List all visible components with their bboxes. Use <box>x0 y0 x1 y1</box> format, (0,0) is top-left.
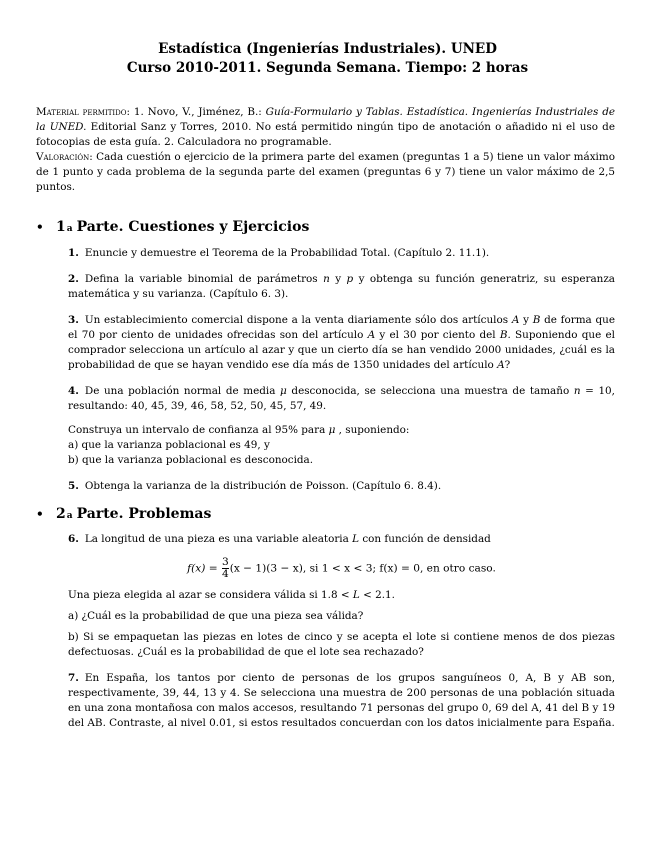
question-3 <box>68 313 615 373</box>
question-6-b: b) Si se empaquetan las piezas en lotes de cinco y se acepta el lote si contiene menos de dos piezas defectuosas. ¿Cuál es la probabilidad de que el lote sea rechazado? <box>68 631 615 658</box>
question-text: de forma que el 70 por ciento de unidades ofrecidas son del artículo <box>68 314 615 341</box>
question-text: Construya un intervalo de confianza al 95% para <box>68 424 329 436</box>
formula-lhs: f(x) = <box>187 562 218 575</box>
exam-instructions <box>36 105 615 195</box>
question-text: Defina la variable binomial de parámetros <box>84 273 324 285</box>
math-var: μ <box>328 424 336 436</box>
question-6-validity <box>68 588 615 603</box>
valoracion-label: Valoración: <box>36 151 93 163</box>
question-number: 2. <box>68 273 79 285</box>
question-4-a: a) que la varianza poblacional es 49, y <box>68 439 270 451</box>
question-text: En España, los tantos por ciento de personas de los grupos sanguíneos 0, A, B y AB son, respectivamente, 39, 44, 13 y 4. Se selecciona una muestra de 200 personas de una población situada en una zona montañosa con malos accesos, resultando 71 personas del grupo 0, 69 del A, 41 del B y 19 del AB. Contraste, al nivel 0.01, si estos resultados concuerdan con los datos inicialmente para España. <box>68 672 615 729</box>
question-text: Obtenga la varianza de la distribución de Poisson. (Capítulo 6. 8.4). <box>84 480 442 492</box>
math-var: n <box>323 273 330 285</box>
bullet-icon: • <box>36 220 44 234</box>
math-var: n <box>573 385 581 397</box>
question-5 <box>68 479 615 494</box>
question-text: y <box>519 314 533 326</box>
question-text: = 10, resultando: 40, 45, 39, 46, 58, 52, 50, 45, 57, 49. <box>68 385 615 412</box>
math-var: A <box>511 314 520 326</box>
question-text: y obtenga su función generatriz, su esperanza matemática y su varianza. (Capítulo 6. 3). <box>68 273 615 300</box>
question-2 <box>68 272 615 302</box>
question-text: con función de densidad <box>359 533 491 545</box>
formula-rhs: (x − 1)(3 − x), si 1 < x < 3; f(x) = 0, en otro caso. <box>229 562 496 575</box>
material-book: Guía-Formulario y Tablas. Estadística. Ingenierías Industriales de la UNED. <box>36 106 615 133</box>
part2-sup: a <box>66 511 73 521</box>
question-text: y <box>329 273 347 285</box>
material-paragraph <box>36 105 615 150</box>
question-text: < 2.1. <box>359 589 395 601</box>
question-number: 6. <box>68 533 79 545</box>
question-text: , suponiendo: <box>335 424 410 436</box>
question-text: . Suponiendo que el comprador selecciona un artículo al azar y que un cierto día se han vendido 2000 unidades, ¿cuál es la probabilidad de que se hayan vendido ese día más de 1350 unidades del artículo <box>68 329 615 371</box>
math-var: L <box>352 589 360 601</box>
part2-problems <box>68 532 615 731</box>
exam-title <box>40 40 615 78</box>
density-formula <box>68 557 615 580</box>
part1-questions <box>68 246 615 494</box>
question-text: Un establecimiento comercial dispone a la venta diariamente sólo dos artículos <box>84 314 512 326</box>
math-var: p <box>346 273 354 285</box>
valoracion-paragraph <box>36 150 615 195</box>
material-post: Editorial Sanz y Torres, 2010. No está permitido ningún tipo de anotación o añadido ni el uso de fotocopias de esta guía. 2. Calculadora no programable. <box>36 121 615 148</box>
question-7 <box>68 671 615 731</box>
material-label: Material permitido: <box>36 106 130 118</box>
title-line-2: Curso 2010-2011. Segunda Semana. Tiempo: 2 horas <box>126 60 529 76</box>
part1-heading <box>36 219 615 235</box>
question-number: 7. <box>68 672 79 684</box>
part1-number: 1 <box>56 219 66 235</box>
question-text: desconocida, se selecciona una muestra de tamaño <box>286 385 574 397</box>
math-var: A <box>367 329 376 341</box>
question-text: ? <box>504 359 511 371</box>
title-line-1: Estadística (Ingenierías Industriales). UNED <box>158 41 497 57</box>
question-number: 3. <box>68 314 79 326</box>
question-text: La longitud de una pieza es una variable aleatoria <box>84 533 353 545</box>
question-1 <box>68 246 615 261</box>
math-var: B <box>532 314 541 326</box>
bullet-icon: • <box>36 507 44 521</box>
math-var: A <box>497 359 505 371</box>
question-4 <box>68 384 615 414</box>
question-text: De una población normal de media <box>84 385 281 397</box>
question-text: Enuncie y demuestre el Teorema de la Probabilidad Total. (Capítulo 2. 11.1). <box>84 247 490 259</box>
question-4-b: b) que la varianza poblacional es desconocida. <box>68 454 314 466</box>
part2-heading <box>36 506 615 522</box>
fraction-numerator: 3 <box>221 556 229 568</box>
question-6 <box>68 532 615 547</box>
fraction-denominator: 4 <box>221 568 229 580</box>
math-var: B <box>499 329 508 341</box>
question-6-a: a) ¿Cuál es la probabilidad de que una pieza sea válida? <box>68 610 364 622</box>
part2-number: 2 <box>56 506 66 522</box>
fraction <box>222 557 229 580</box>
part2-title: Parte. Problemas <box>76 506 212 522</box>
question-number: 4. <box>68 385 79 397</box>
question-4-prompt <box>68 423 615 438</box>
question-number: 5. <box>68 480 79 492</box>
question-number: 1. <box>68 247 79 259</box>
part1-sup: a <box>66 224 73 234</box>
math-var: L <box>352 533 360 545</box>
part1-title: Parte. Cuestiones y Ejercicios <box>76 219 310 235</box>
question-text: Una pieza elegida al azar se considera válida si 1.8 < <box>68 589 353 601</box>
valoracion-text: Cada cuestión o ejercicio de la primera parte del examen (preguntas 1 a 5) tiene un valor máximo de 1 punto y cada problema de la segunda parte del examen (preguntas 6 y 7) tiene un valor máximo de 2,5 puntos. <box>36 151 615 193</box>
question-text: y el 30 por ciento del <box>375 329 500 341</box>
math-var: μ <box>280 385 287 397</box>
material-pre: 1. Novo, V., Jiménez, B.: <box>130 106 266 118</box>
